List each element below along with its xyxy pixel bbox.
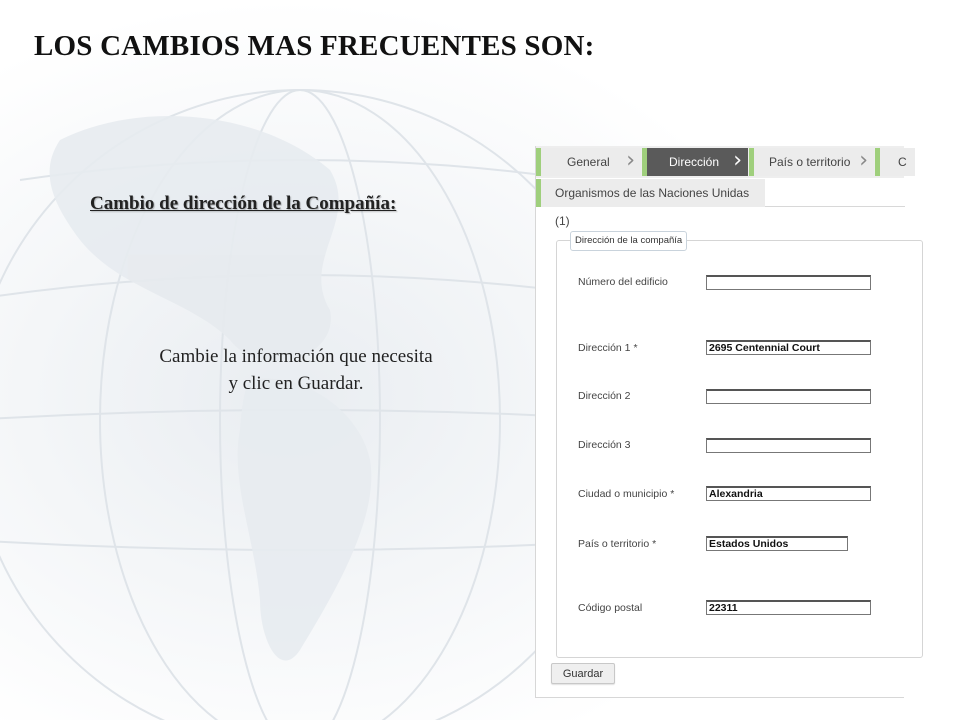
instruction-line-2: y clic en Guardar.: [228, 373, 364, 394]
step-label: General: [567, 155, 610, 169]
chevron-right-icon: ›: [859, 148, 868, 173]
instruction-text: [96, 343, 496, 397]
label-building-number: Número del edificio: [578, 276, 668, 288]
label-country: País o territorio *: [578, 538, 657, 550]
tab-divider: [765, 206, 905, 207]
label-city: Ciudad o municipio *: [578, 488, 675, 500]
fieldset-legend: Dirección de la compañía: [570, 231, 687, 251]
section-subtitle: Cambio de dirección de la Compañía:: [90, 193, 397, 214]
address-form-screenshot: [535, 146, 907, 698]
address-3-input[interactable]: [706, 438, 871, 453]
label-address-1: Dirección 1 *: [578, 342, 638, 354]
chevron-right-icon: ›: [733, 148, 742, 173]
step-next[interactable]: [875, 148, 915, 176]
label-address-2: Dirección 2: [578, 390, 631, 402]
country-input[interactable]: [706, 536, 848, 551]
city-input[interactable]: [706, 486, 871, 501]
chevron-right-icon: ›: [626, 148, 635, 173]
step-pais-o-territorio[interactable]: [749, 148, 874, 176]
step-direccion[interactable]: [642, 148, 748, 176]
address-1-input[interactable]: [706, 340, 871, 355]
step-label: Dirección: [669, 155, 720, 169]
step-label: C: [898, 155, 907, 169]
step-label: País o territorio: [769, 155, 851, 169]
step-general[interactable]: [536, 148, 641, 176]
label-address-3: Dirección 3: [578, 439, 631, 451]
wizard-step-bar: [536, 146, 907, 178]
address-2-input[interactable]: [706, 389, 871, 404]
label-postal-code: Código postal: [578, 602, 643, 614]
slide-title: LOS CAMBIOS MAS FRECUENTES SON:: [34, 30, 595, 62]
postal-code-input[interactable]: [706, 600, 871, 615]
tab-organismos[interactable]: Organismos de las Naciones Unidas (1): [536, 179, 765, 207]
save-button[interactable]: Guardar: [551, 663, 615, 684]
instruction-line-1: Cambie la información que necesita: [159, 346, 433, 367]
building-number-input[interactable]: [706, 275, 871, 290]
